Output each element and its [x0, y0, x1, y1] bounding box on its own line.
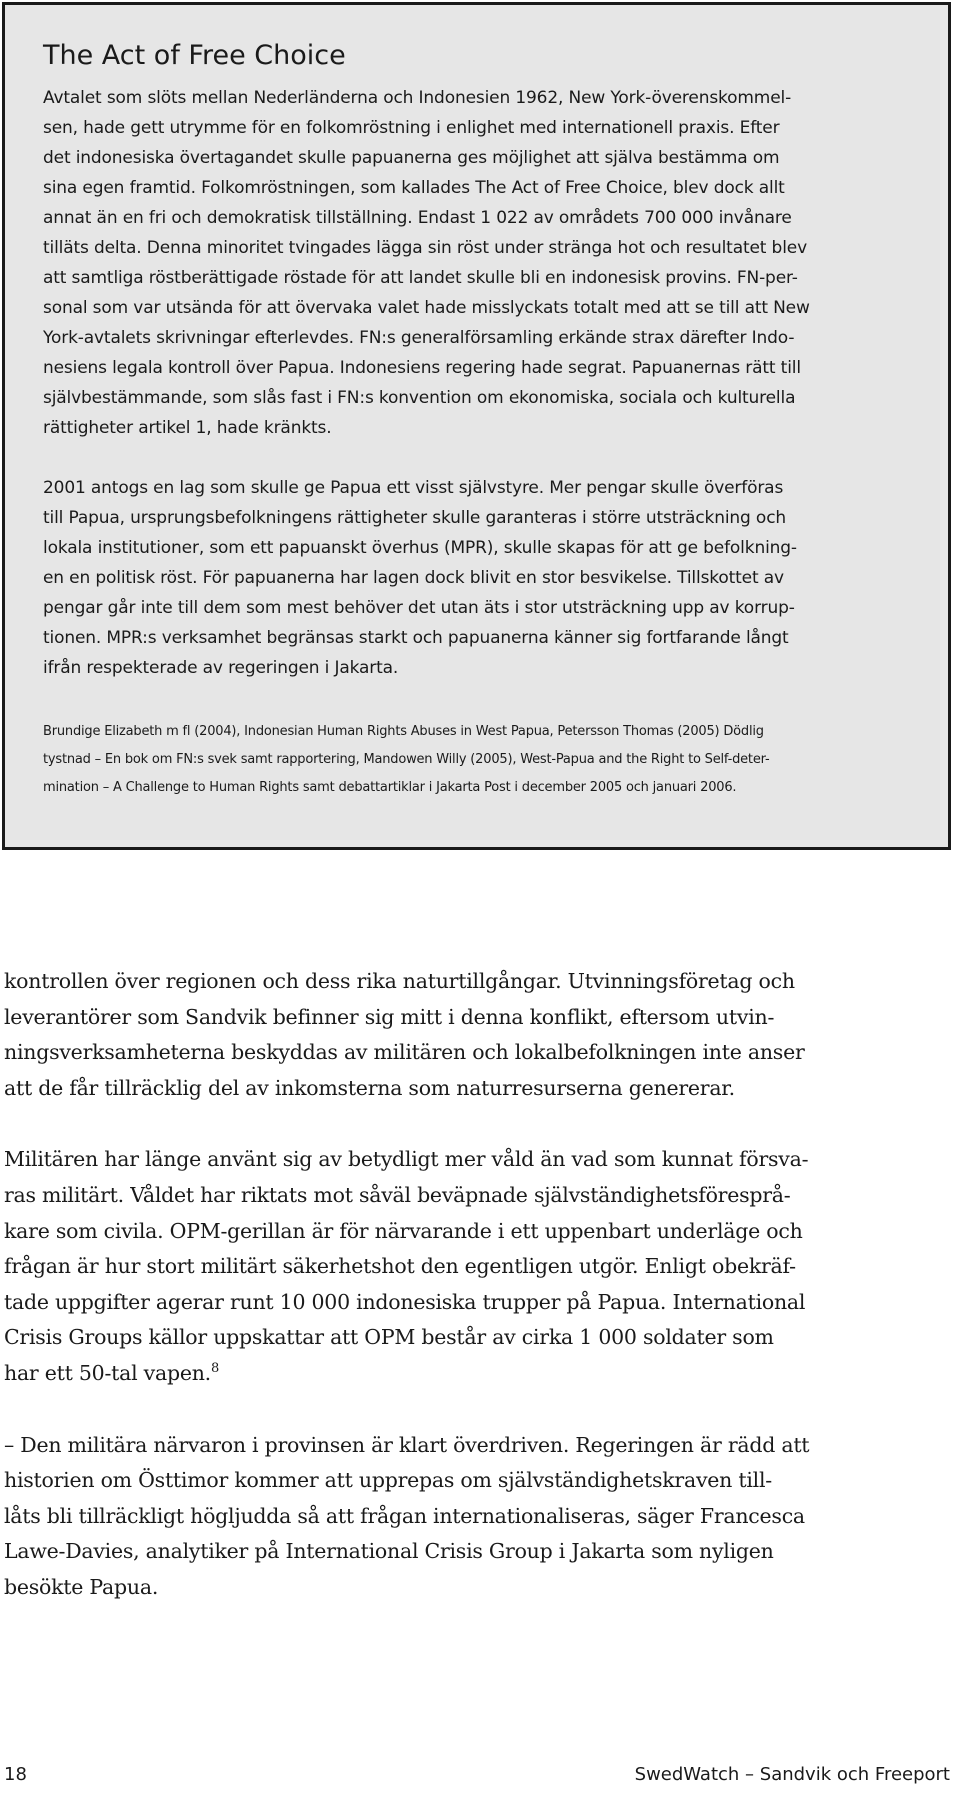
fact-box-body: [43, 83, 923, 713]
text-line: tionen. MPR:s verksamhet begränsas starkt och papuanerna känner sig fortfarande långt: [43, 628, 789, 648]
page-footer: [0, 1764, 960, 1794]
text-line: [4, 1356, 954, 1392]
text-line: att samtliga röstberättigade röstade för att landet skulle bli en indonesisk provins. FN-per-: [43, 268, 798, 288]
text-line: pengar går inte till dem som mest behöver det utan äts i stor utsträckning upp av korrup-: [43, 598, 795, 618]
text-line: tilläts delta. Denna minoritet tvingades lägga sin röst under stränga hot och resultatet blev: [43, 238, 807, 258]
text-line: låts bli tillräckligt högljudda så att frågan internationaliseras, säger Francesca: [4, 1503, 805, 1528]
text-line: tade uppgifter agerar runt 10 000 indonesiska trupper på Papua. International: [4, 1289, 806, 1314]
page-number: 18: [4, 1764, 27, 1785]
main-article-text: [4, 964, 954, 1642]
fact-box-title: The Act of Free Choice: [43, 40, 346, 71]
fact-box-paragraph: [43, 83, 923, 443]
text-line: rättigheter artikel 1, hade kränkts.: [43, 418, 332, 438]
text-line: ifrån respekterade av regeringen i Jakarta.: [43, 658, 399, 678]
text-line: York-avtalets skrivningar efterlevdes. FN:s generalförsamling erkände strax därefter Indo-: [43, 328, 795, 348]
text-line: Lawe-Davies, analytiker på International Crisis Group i Jakarta som nyligen: [4, 1539, 774, 1564]
body-paragraph: [4, 964, 954, 1106]
text-line: att de får tillräcklig del av inkomsterna som naturresurserna genererar.: [4, 1075, 735, 1100]
text-line: till Papua, ursprungsbefolkningens rättigheter skulle garanteras i större utsträckning och: [43, 508, 787, 528]
text-line: Avtalet som slöts mellan Nederländerna och Indonesien 1962, New York-överenskommel-: [43, 88, 792, 108]
source-line: tystnad – En bok om FN:s svek samt rapportering, Mandowen Willy (2005), West-Papua and the Right to Self-deter-: [43, 752, 770, 767]
fact-box-sources: [43, 718, 923, 802]
text-line: – Den militära närvaron i provinsen är klart överdriven. Regeringen är rädd att: [4, 1432, 810, 1457]
text-line: Crisis Groups källor uppskattar att OPM består av cirka 1 000 soldater som: [4, 1325, 774, 1350]
text-line: frågan är hur stort militärt säkerhetshot den egentligen utgör. Enligt obekräf-: [4, 1254, 796, 1279]
text-line-content: har ett 50-tal vapen.: [4, 1360, 211, 1385]
running-title: SwedWatch – Sandvik och Freeport: [634, 1764, 950, 1785]
body-paragraph: [4, 1428, 954, 1606]
text-line: kare som civila. OPM-gerillan är för närvarande i ett uppenbart underläge och: [4, 1218, 803, 1243]
source-line: mination – A Challenge to Human Rights samt debattartiklar i Jakarta Post i december 2005 och januari 2006.: [43, 780, 737, 795]
text-line: sen, hade gett utrymme för en folkomröstning i enlighet med internationell praxis. Efter: [43, 118, 780, 138]
text-line: ningsverksamheterna beskyddas av militären och lokalbefolkningen inte anser: [4, 1040, 805, 1065]
text-line: självbestämmande, som slås fast i FN:s konvention om ekonomiska, sociala och kulturella: [43, 388, 796, 408]
text-line: besökte Papua.: [4, 1574, 159, 1599]
text-line: sonal som var utsända för att övervaka valet hade misslyckats totalt med att se till att New: [43, 298, 810, 318]
text-line: lokala institutioner, som ett papuanskt överhus (MPR), skulle skapas för att ge befolkning-: [43, 538, 797, 558]
body-paragraph: [4, 1142, 954, 1391]
text-line: kontrollen över regionen och dess rika naturtillgångar. Utvinningsföretag och: [4, 969, 795, 993]
text-line: annat än en fri och demokratisk tillställning. Endast 1 022 av områdets 700 000 invånare: [43, 208, 792, 228]
fact-box-paragraph: [43, 473, 923, 683]
text-line: en en politisk röst. För papuanerna har lagen dock blivit en stor besvikelse. Tillskottet av: [43, 568, 784, 588]
text-line: det indonesiska övertagandet skulle papuanerna ges möjlighet att själva bestämma om: [43, 148, 780, 168]
text-line: sina egen framtid. Folkomröstningen, som kallades The Act of Free Choice, blev dock allt: [43, 178, 785, 198]
text-line: leverantörer som Sandvik befinner sig mitt i denna konflikt, eftersom utvin-: [4, 1004, 775, 1029]
text-line: Militären har länge använt sig av betydligt mer våld än vad som kunnat försva-: [4, 1147, 809, 1172]
text-line: historien om Östtimor kommer att upprepas om självständighetskraven till-: [4, 1468, 772, 1493]
text-line: ras militärt. Våldet har riktats mot såväl beväpnade självständighetsföresprå-: [4, 1182, 791, 1207]
text-line: 2001 antogs en lag som skulle ge Papua ett visst självstyre. Mer pengar skulle överföras: [43, 478, 784, 498]
footnote-marker[interactable]: 8: [210, 1361, 219, 1377]
fact-box: [2, 2, 951, 850]
text-line: nesiens legala kontroll över Papua. Indonesiens regering hade segrat. Papuanernas rätt till: [43, 358, 801, 378]
source-line: Brundige Elizabeth m fl (2004), Indonesian Human Rights Abuses in West Papua, Petersson Thomas (2005) Dödlig: [43, 724, 764, 739]
